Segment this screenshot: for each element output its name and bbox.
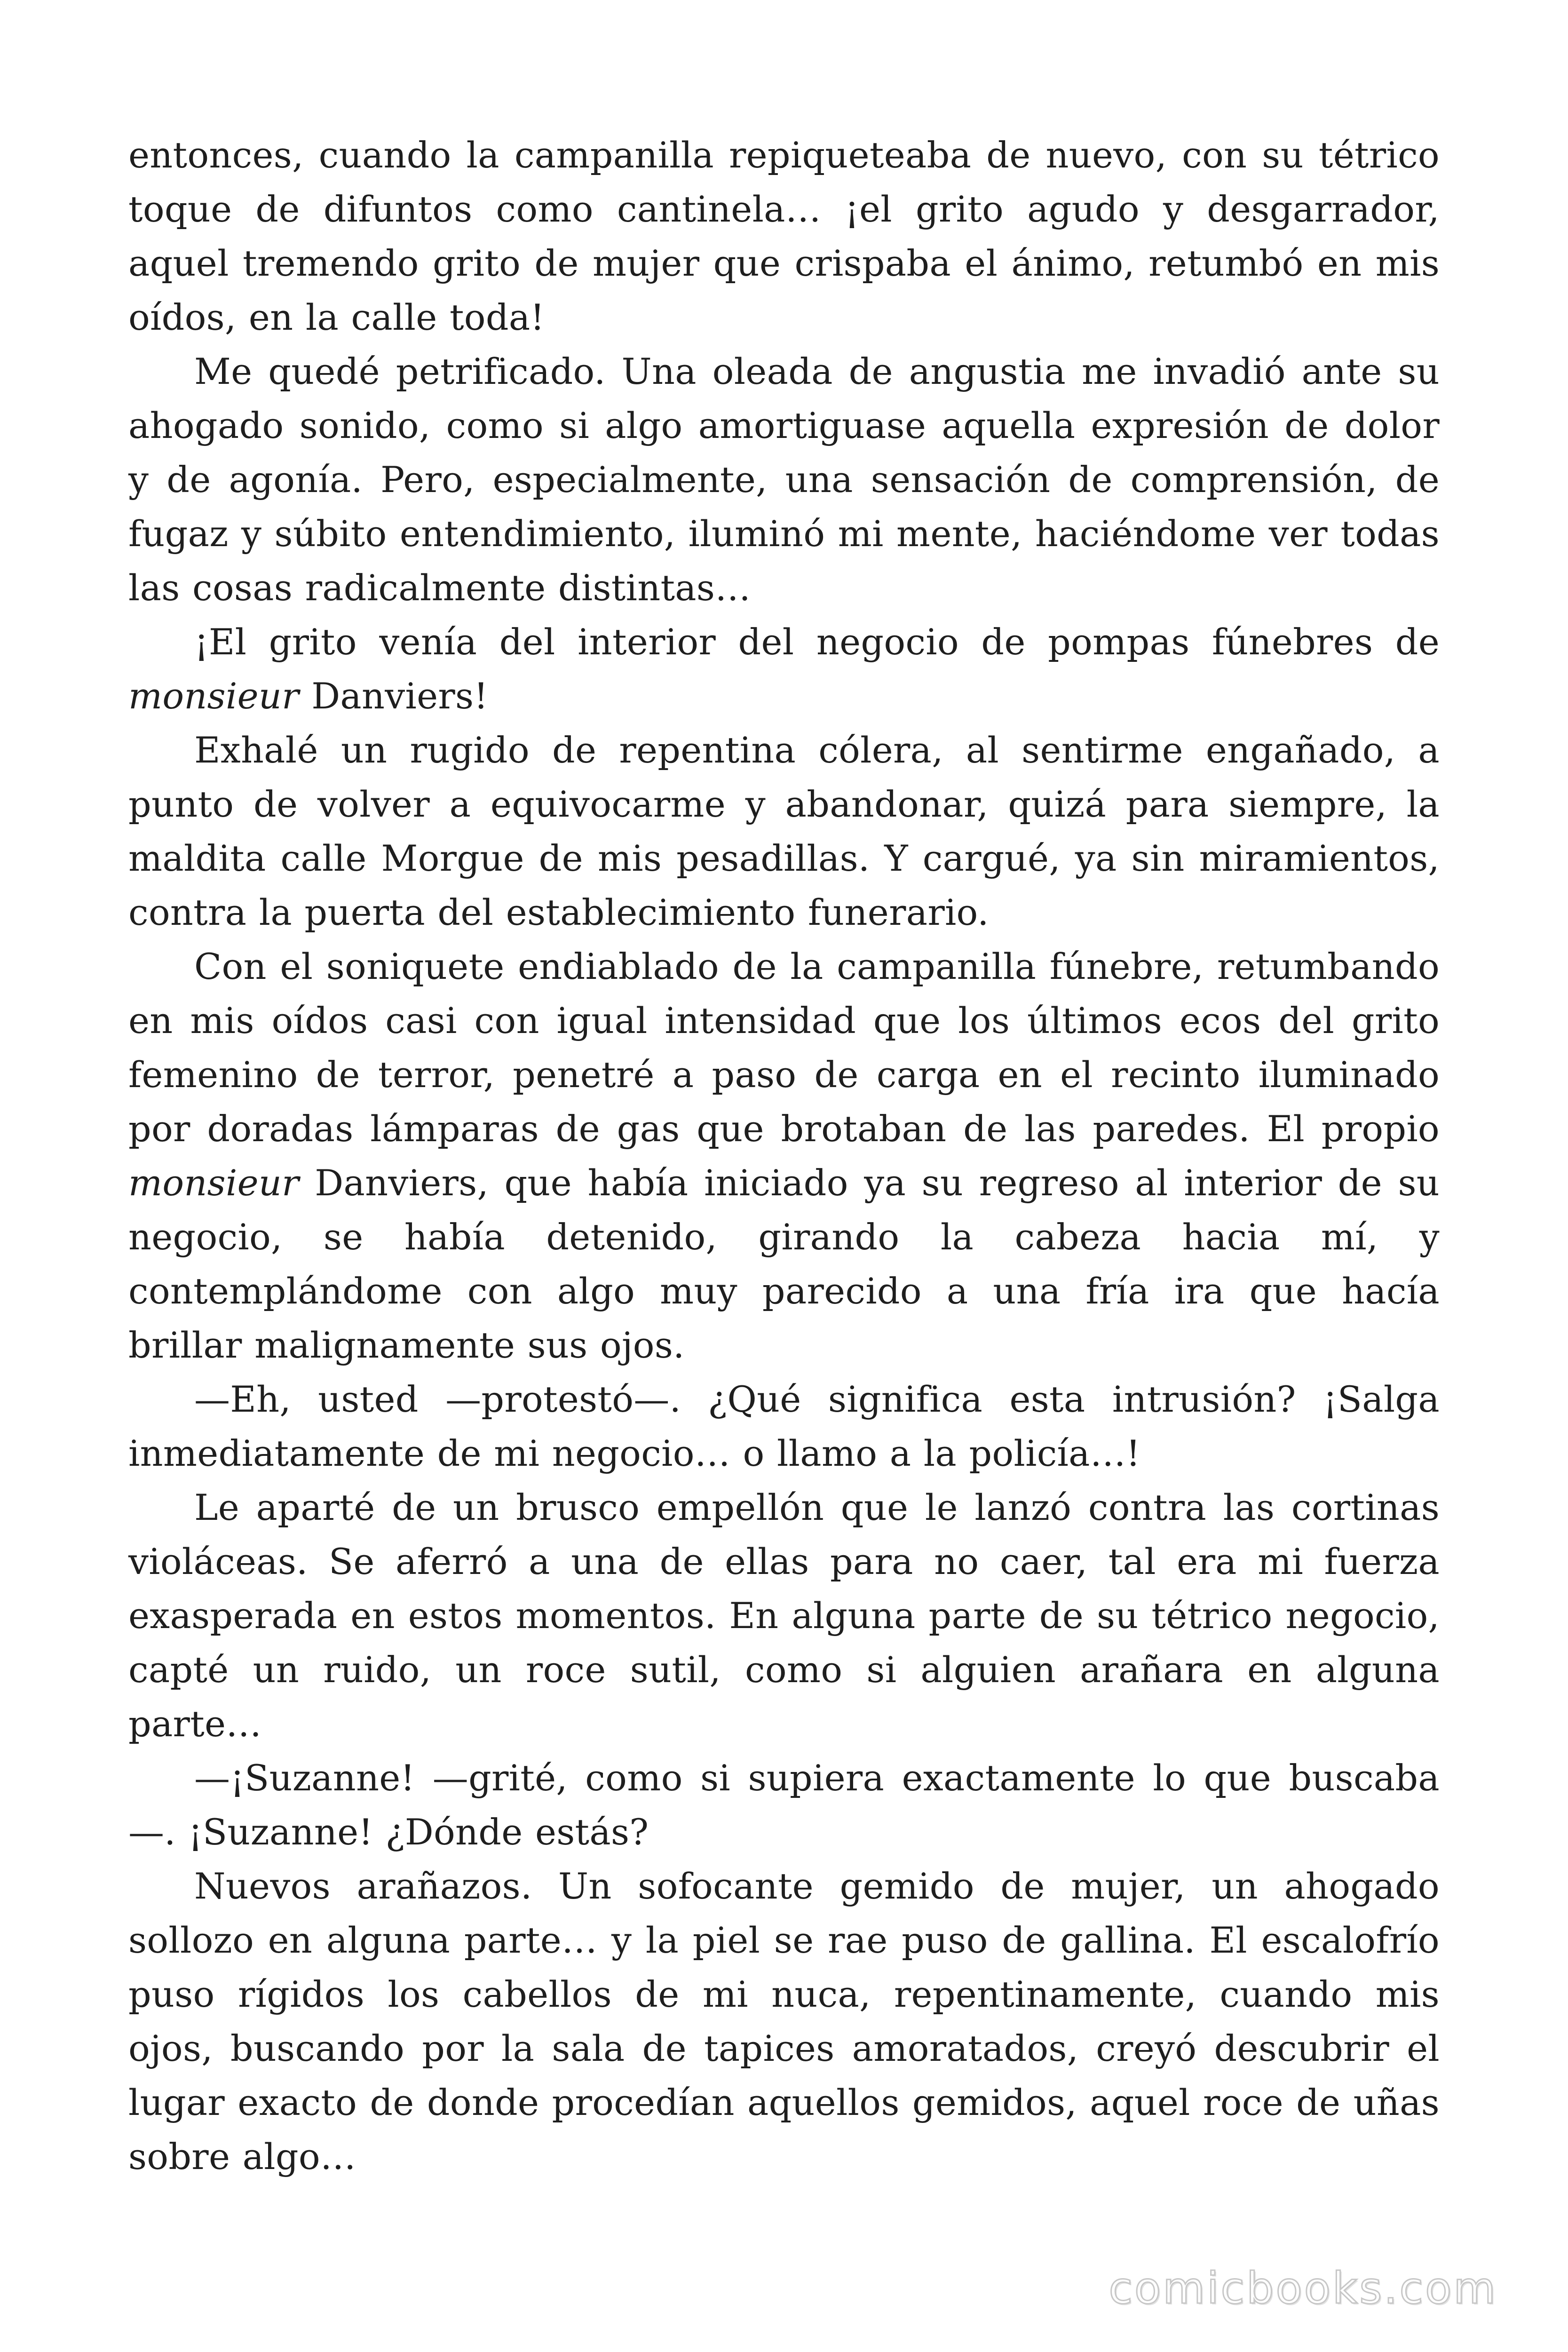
text-run: Exhalé un rugido de repentina cólera, al sentirme engañado, a punto de volver a equivocarme y abandonar, quizá para siempre, la maldita calle Morgue de mis pesadillas. Y cargué, ya sin miramientos, contra la puerta del establecimiento funerario. <box>128 729 1440 933</box>
paragraph <box>128 344 1440 615</box>
paragraph <box>128 1859 1440 2184</box>
text-run: —Eh, usted —protestó—. ¿Qué significa esta intrusión? ¡Salga inmediatamente de mi negocio… o llamo a la policía…! <box>128 1378 1440 1474</box>
paragraph <box>128 615 1440 723</box>
paragraph <box>128 723 1440 939</box>
paragraph <box>128 128 1440 344</box>
text-run: Danviers, que había iniciado ya su regreso al interior de su negocio, se había detenido, girando la cabeza hacia mí, y contemplándome con algo muy parecido a una fría ira que hacía brillar malignamente sus ojos. <box>128 1162 1440 1366</box>
text-run: Con el soniquete endiablado de la campanilla fúnebre, retumbando en mis oídos casi con igual intensidad que los últimos ecos del grito femenino de terror, penetré a paso de carga en el recinto iluminado por doradas lámparas de gas que brotaban de las paredes. El propio <box>128 946 1440 1150</box>
text-run: entonces, cuando la campanilla repiqueteaba de nuevo, con su tétrico toque de difuntos como cantinela… ¡el grito agudo y desgarrador, aquel tremendo grito de mujer que crispaba el ánimo, retumbó en mis oídos, en la calle toda! <box>128 134 1440 338</box>
paragraph <box>128 1480 1440 1751</box>
body-text <box>128 128 1440 2184</box>
watermark-logo: comicbooks.com <box>1109 2263 1497 2313</box>
paragraph <box>128 1372 1440 1480</box>
text-run: —¡Suzanne! —grité, como si supiera exactamente lo que buscaba—. ¡Suzanne! ¿Dónde estás? <box>128 1757 1440 1853</box>
text-run: ¡El grito venía del interior del negocio de pompas fúnebres de <box>194 621 1440 663</box>
text-run: Danviers! <box>299 675 489 717</box>
text-run: Me quedé petrificado. Una oleada de angustia me invadió ante su ahogado sonido, como si algo amortiguase aquella expresión de dolor y de agonía. Pero, especialmente, una sensación de comprensión, de fugaz y súbito entendimiento, iluminó mi mente, haciéndome ver todas las cosas radicalmente distintas… <box>128 350 1440 609</box>
italic-text-run: monsieur <box>128 1162 299 1204</box>
italic-text-run: monsieur <box>128 675 299 717</box>
paragraph <box>128 939 1440 1372</box>
text-run: Le aparté de un brusco empellón que le lanzó contra las cortinas violáceas. Se aferró a una de ellas para no caer, tal era mi fuerza exasperada en estos momentos. En alguna parte de su tétrico negocio, capté un ruido, un roce sutil, como si alguien arañara en alguna parte… <box>128 1486 1440 1745</box>
paragraph <box>128 1751 1440 1859</box>
text-run: Nuevos arañazos. Un sofocante gemido de mujer, un ahogado sollozo en alguna parte… y la piel se rae puso de gallina. El escalofrío puso rígidos los cabellos de mi nuca, repentinamente, cuando mis ojos, buscando por la sala de tapices amoratados, creyó descubrir el lugar exacto de donde procedían aquellos gemidos, aquel roce de uñas sobre algo… <box>128 1865 1440 2177</box>
